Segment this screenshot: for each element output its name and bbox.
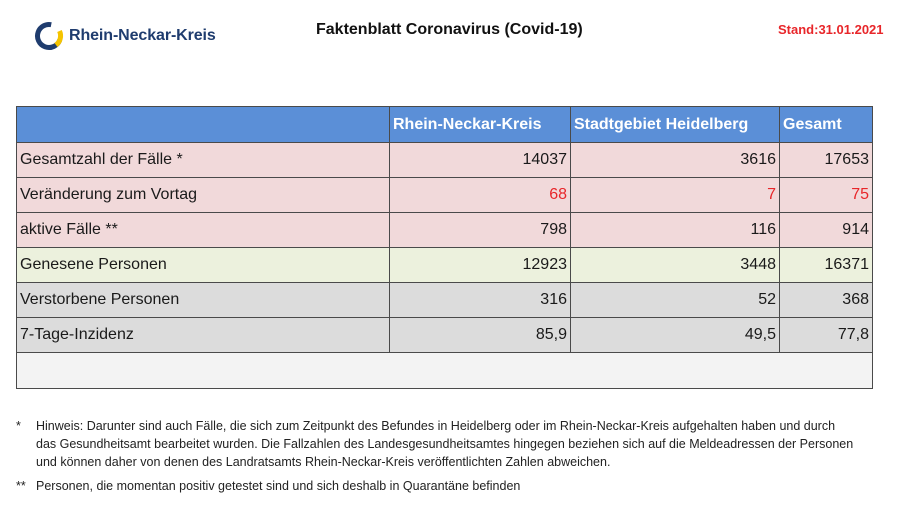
cell-rhein-neckar-kreis: 12923 (390, 248, 571, 283)
row-label: aktive Fälle ** (17, 213, 390, 248)
page-title: Faktenblatt Coronavirus (Covid-19) (316, 21, 583, 38)
facts-table (16, 106, 873, 389)
footnote-mark: * (16, 419, 21, 433)
cell-stadtgebiet-heidelberg: 3448 (571, 248, 780, 283)
empty-cell (17, 353, 873, 389)
row-label: Verstorbene Personen (17, 283, 390, 318)
row-label: 7-Tage-Inzidenz (17, 318, 390, 353)
footnote-mark: ** (16, 479, 26, 493)
cell-rhein-neckar-kreis: 14037 (390, 143, 571, 178)
footnote-quarantaene (16, 477, 856, 495)
row-label: Gesamtzahl der Fälle * (17, 143, 390, 178)
cell-gesamt: 368 (780, 283, 873, 318)
cell-stadtgebiet-heidelberg: 3616 (571, 143, 780, 178)
cell-gesamt: 75 (780, 178, 873, 213)
cell-rhein-neckar-kreis: 68 (390, 178, 571, 213)
table-row-inzidenz (17, 318, 873, 353)
cell-rhein-neckar-kreis: 85,9 (390, 318, 571, 353)
column-header-gesamt: Gesamt (780, 107, 873, 143)
column-header-stadtgebiet-heidelberg: Stadtgebiet Heidelberg (571, 107, 780, 143)
footnote-text: Hinweis: Darunter sind auch Fälle, die sich zum Zeitpunkt des Befundes in Heidelberg oder im Rhein-Neckar-Kreis aufgehalten haben und durch das Gesundheitsamt bearbeitet wurden. Die Fallzahlen des Landesgesundheitsamtes hingegen beziehen sich auf die Meldeadressen der Personen und können daher von denen des Landratsamts Rhein-Neckar-Kreis veröffentlichten Zahlen abweichen. (36, 419, 854, 469)
stand-date: Stand:31.01.2021 (778, 22, 884, 37)
cell-stadtgebiet-heidelberg: 116 (571, 213, 780, 248)
row-label: Veränderung zum Vortag (17, 178, 390, 213)
cell-gesamt: 914 (780, 213, 873, 248)
column-header-label (17, 107, 390, 143)
ring-logo-icon (34, 21, 64, 51)
footnote-text: Personen, die momentan positiv getestet sind und sich deshalb in Quarantäne befinden (36, 479, 521, 493)
cell-gesamt: 17653 (780, 143, 873, 178)
cell-stadtgebiet-heidelberg: 7 (571, 178, 780, 213)
table-row-verstorbene (17, 283, 873, 318)
table-row-genesene (17, 248, 873, 283)
logo-text: Rhein-Neckar-Kreis (69, 27, 216, 44)
cell-gesamt: 16371 (780, 248, 873, 283)
cell-stadtgebiet-heidelberg: 49,5 (571, 318, 780, 353)
table-row-empty (17, 353, 873, 389)
footnote-hinweis (16, 417, 856, 471)
cell-rhein-neckar-kreis: 316 (390, 283, 571, 318)
cell-stadtgebiet-heidelberg: 52 (571, 283, 780, 318)
cell-gesamt: 77,8 (780, 318, 873, 353)
table-row-veraenderung (17, 178, 873, 213)
row-label: Genesene Personen (17, 248, 390, 283)
column-header-rhein-neckar-kreis: Rhein-Neckar-Kreis (390, 107, 571, 143)
footnotes (16, 417, 856, 495)
rhein-neckar-kreis-logo (34, 21, 216, 51)
table-row-gesamtzahl (17, 143, 873, 178)
table-row-aktive-faelle (17, 213, 873, 248)
cell-rhein-neckar-kreis: 798 (390, 213, 571, 248)
table-header-row (17, 107, 873, 143)
